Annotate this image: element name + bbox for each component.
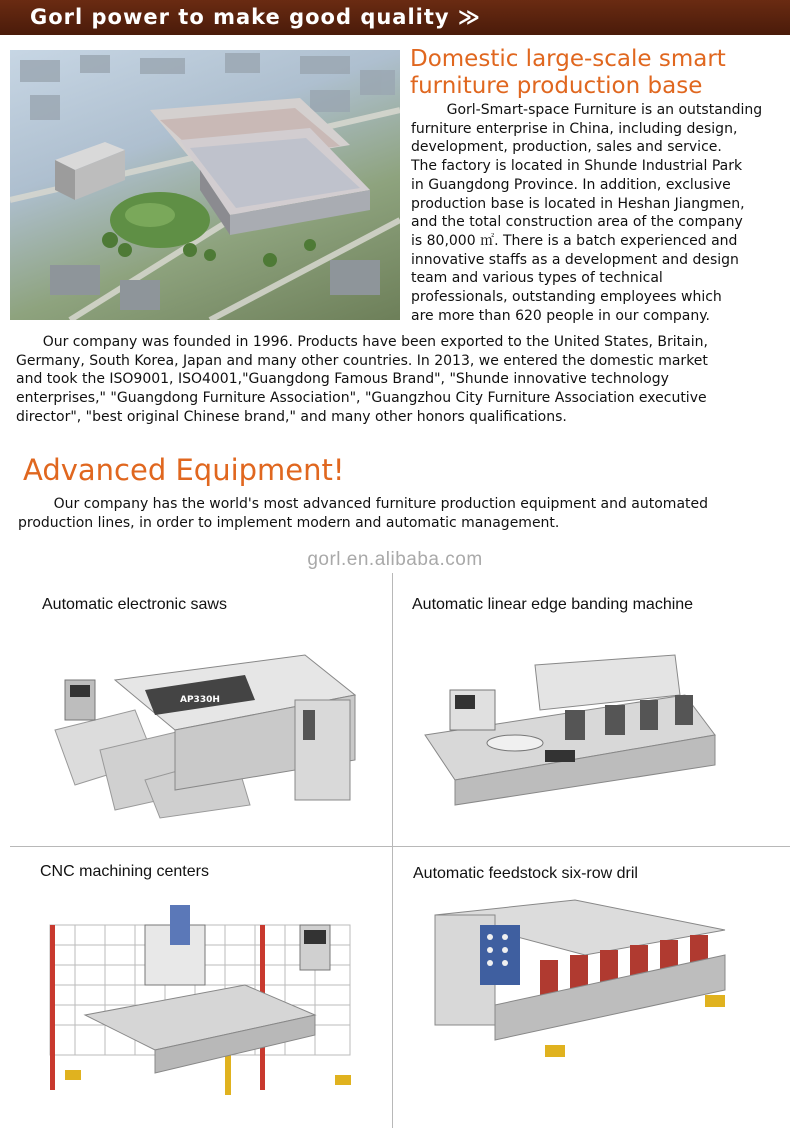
- advanced-equipment-heading: Advanced Equipment!: [23, 453, 345, 487]
- intro-line: production base is located in Heshan Jiangmen,: [411, 195, 745, 212]
- company-line: enterprises," "Guangdong Furniture Association", "Guangzhou City Furniture Association executive: [16, 390, 707, 407]
- factory-aerial-photo: [10, 50, 400, 320]
- cnc-machining-center-image: [45, 905, 365, 1100]
- intro-line: Gorl-Smart-space Furniture is an outstanding: [411, 102, 763, 118]
- intro-paragraph: [411, 101, 762, 325]
- equipment-label-edge-banding: Automatic linear edge banding machine: [412, 596, 694, 613]
- electronic-saw-image: [45, 640, 365, 820]
- company-paragraph: [16, 333, 708, 427]
- six-row-drill-image: [425, 895, 745, 1075]
- domestic-heading-line2: furniture production base: [410, 73, 703, 99]
- double-chevron-right-icon: ≫: [457, 5, 481, 29]
- intro-line: The factory is located in Shunde Industrial Park: [411, 158, 743, 175]
- banner-title: [30, 2, 481, 32]
- equipment-label-drill: Automatic feedstock six-row dril: [413, 865, 638, 882]
- intro-line: professionals, outstanding employees which: [411, 289, 722, 306]
- intro-line: and the total construction area of the company: [411, 214, 743, 231]
- grid-divider-horizontal: [10, 846, 790, 847]
- intro-line: development, production, sales and service.: [411, 139, 722, 156]
- intro-line: is 80,000 ㎡. There is a batch experienced and: [411, 232, 738, 249]
- intro-line: innovative staffs as a development and design: [411, 251, 739, 268]
- grid-divider-vertical: [392, 573, 393, 1128]
- equipment-label-cnc: CNC machining centers: [40, 863, 209, 880]
- intro-line: team and various types of technical: [411, 270, 663, 287]
- watermark: gorl.en.alibaba.com: [307, 549, 483, 570]
- intro-line: are more than 620 people in our company.: [411, 307, 710, 324]
- equipment-label-saws: Automatic electronic saws: [42, 596, 227, 613]
- intro-line: in Guangdong Province. In addition, exclusive: [411, 176, 731, 193]
- saw-model-badge: AP330H: [180, 695, 220, 705]
- company-line: and took the ISO9001, ISO4001,"Guangdong Famous Brand", "Shunde innovative technology: [16, 371, 669, 388]
- domestic-heading: [410, 46, 726, 100]
- intro-line: furniture enterprise in China, including design,: [411, 120, 738, 137]
- domestic-heading-line1: Domestic large-scale smart: [410, 46, 726, 72]
- equipment-line: production lines, in order to implement modern and automatic management.: [18, 514, 560, 531]
- banner-title-text: Gorl power to make good quality: [30, 5, 450, 29]
- company-line: director", "best original Chinese brand," and many other honors qualifications.: [16, 408, 567, 425]
- company-line: Germany, South Korea, Japan and many other countries. In 2013, we entered the domestic market: [16, 352, 708, 369]
- company-line: Our company was founded in 1996. Products have been exported to the United States, Britain,: [16, 334, 708, 350]
- edge-banding-machine-image: [425, 655, 725, 805]
- equipment-line: Our company has the world's most advanced furniture production equipment and automated: [18, 496, 709, 512]
- factory-illustration: [10, 50, 400, 320]
- equipment-paragraph: [18, 495, 708, 532]
